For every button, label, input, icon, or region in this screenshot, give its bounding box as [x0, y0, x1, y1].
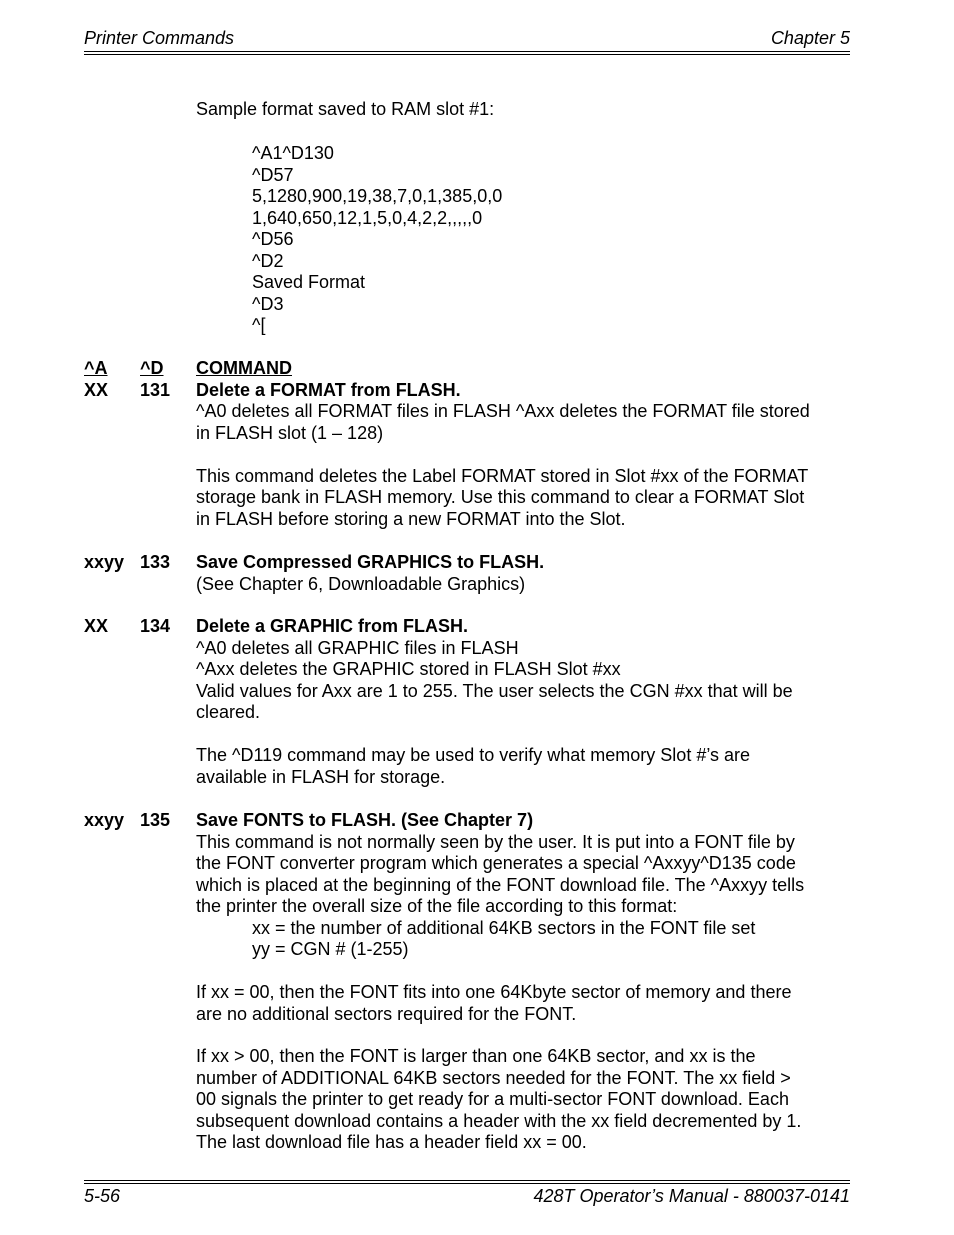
code-line: ^A1^D130: [252, 143, 334, 163]
page-header: [84, 28, 850, 50]
code-line: ^D57: [252, 164, 294, 185]
cmd135-para2: The last download file has a header field xx = 00.: [196, 1132, 587, 1152]
cmd134-line: Valid values for Axx are 1 to 255. The user selects the CGN #xx that will be: [196, 680, 793, 701]
code-line: ^D3: [252, 293, 284, 314]
page-number: 5-56: [84, 1186, 121, 1206]
header-chapter: Chapter 5: [770, 28, 850, 48]
cmd135-d: 135: [140, 810, 171, 830]
cmd134-a: XX: [84, 616, 109, 636]
cmd133-line: (See Chapter 6, Downloadable Graphics): [196, 573, 526, 594]
code-line: Saved Format: [252, 272, 366, 292]
cmd135-para1: are no additional sectors required for the FONT.: [196, 1003, 577, 1024]
cmd134-line: ^A0 deletes all GRAPHIC files in FLASH: [196, 637, 519, 658]
cmd134-d: 134: [140, 616, 171, 636]
footer-rule-secondary: [84, 1183, 850, 1184]
cmd134-para: The ^D119 command may be used to verify what memory Slot #’s are: [196, 745, 751, 765]
cmd131-line: ^A0 deletes all FORMAT files in FLASH ^Axx deletes the FORMAT file stored: [196, 401, 810, 421]
cmd131-para: storage bank in FLASH memory. Use this command to clear a FORMAT Slot: [196, 487, 805, 507]
code-line: 1,640,650,12,1,5,0,4,2,2,,,,,0: [252, 207, 483, 228]
cmd133-a: xxyy: [84, 552, 125, 572]
cmd134-line: cleared.: [196, 702, 261, 722]
cmd135-line: which is placed at the beginning of the FONT download file. The ^Axxyy tells: [196, 874, 805, 895]
cmd131-para: in FLASH before storing a new FORMAT into the Slot.: [196, 508, 626, 529]
cmd135-line: This command is not normally seen by the user. It is put into a FONT file by: [196, 831, 795, 852]
cmd135-title: Save FONTS to FLASH. (See Chapter 7): [196, 810, 534, 830]
header-section-title: Printer Commands: [84, 28, 235, 48]
code-line: 5,1280,900,19,38,7,0,1,385,0,0: [252, 186, 503, 206]
cmd134-para: available in FLASH for storage.: [196, 766, 446, 787]
column-header-a: ^A: [84, 358, 108, 378]
cmd134-line: ^Axx deletes the GRAPHIC stored in FLASH Slot #xx: [196, 659, 621, 679]
cmd135-para2: subsequent download contains a header with the xx field decremented by 1.: [196, 1110, 802, 1131]
intro-text: Sample format saved to RAM slot #1:: [196, 99, 495, 119]
cmd135-indented: yy = CGN # (1-255): [252, 939, 409, 959]
footer-rule: [84, 1180, 850, 1181]
cmd131-title: Delete a FORMAT from FLASH.: [196, 379, 461, 400]
cmd131-para: This command deletes the Label FORMAT stored in Slot #xx of the FORMAT: [196, 465, 809, 486]
page-footer: [84, 1186, 850, 1208]
code-line: ^D56: [252, 229, 294, 249]
cmd134-title: Delete a GRAPHIC from FLASH.: [196, 616, 469, 636]
cmd133-title: Save Compressed GRAPHICS to FLASH.: [196, 552, 545, 572]
cmd135-para1: If xx = 00, then the FONT fits into one 64Kbyte sector of memory and there: [196, 982, 792, 1002]
cmd135-para2: number of ADDITIONAL 64KB sectors needed for the FONT. The xx field >: [196, 1067, 791, 1088]
header-rule-secondary: [84, 54, 850, 55]
cmd131-line: in FLASH slot (1 – 128): [196, 422, 384, 443]
header-rule: [84, 51, 850, 52]
cmd135-para2: 00 signals the printer to get ready for a multi-sector FONT download. Each: [196, 1089, 789, 1109]
manual-title: 428T Operator’s Manual - 880037-0141: [533, 1186, 850, 1206]
column-header-d: ^D: [140, 358, 164, 378]
code-line: ^[: [252, 315, 266, 335]
cmd133-d: 133: [140, 552, 171, 572]
cmd135-line: the printer the overall size of the file according to this format:: [196, 896, 678, 916]
column-header-command: COMMAND: [196, 358, 292, 378]
cmd135-line: the FONT converter program which generates a special ^Axxyy^D135 code: [196, 853, 796, 873]
cmd135-para2: If xx > 00, then the FONT is larger than one 64KB sector, and xx is the: [196, 1046, 756, 1066]
code-line: ^D2: [252, 250, 284, 271]
cmd135-a: xxyy: [84, 810, 125, 830]
cmd131-a: XX: [84, 379, 109, 400]
cmd131-d: 131: [140, 379, 171, 400]
cmd135-indented: xx = the number of additional 64KB sectors in the FONT file set: [252, 917, 756, 938]
